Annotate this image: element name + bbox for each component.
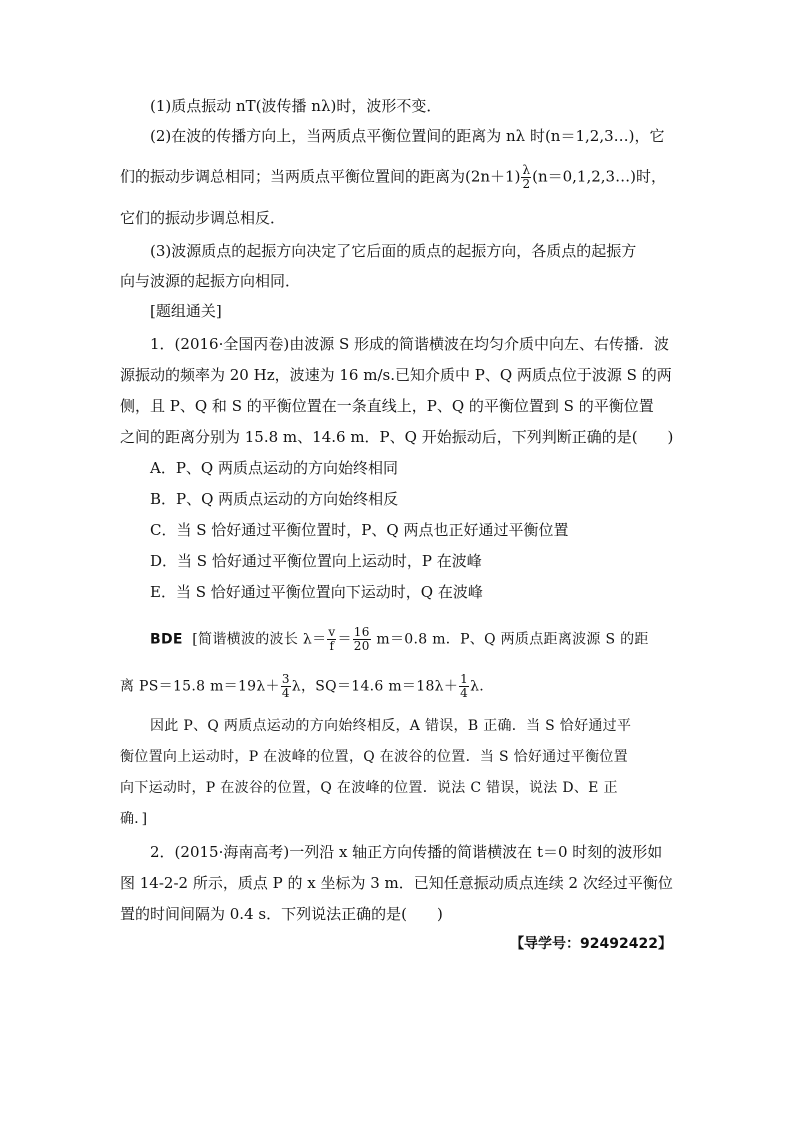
fraction-v-over-f: $\frac{v}{f}$ bbox=[328, 625, 336, 653]
fraction-1-over-4: $\frac{1}{4}$ bbox=[460, 672, 469, 700]
fraction-3-over-4: $\frac{3}{4}$ bbox=[281, 672, 290, 700]
fraction-16-over-20: $\frac{16}{20}$ bbox=[353, 625, 370, 653]
para-2-line-2: 们的振动步调总相同；当两质点平衡位置间的距离为(2n＋1) $\frac{\lambda}{2}$ (n＝0,1,2,3…)时， bbox=[120, 163, 666, 191]
answer1-line-6: 确．] bbox=[120, 811, 148, 827]
q1-line-2: 源振动的频率为 20 Hz，波速为 16 m/s.已知介质中 P、Q 两质点位于波源 S 的两 bbox=[120, 366, 672, 384]
answer1-line-1: BDE [简谐横波的波长 λ＝ $\frac{v}{f}$ ＝ $\frac{16}{20}$ m＝0.8 m．P、Q 两质点距离波源 S 的距 bbox=[150, 625, 649, 653]
fraction-lambda-over-2: $\frac{\lambda}{2}$ bbox=[522, 163, 531, 191]
q1-option-d: D．当 S 恰好通过平衡位置向上运动时，P 在波峰 bbox=[150, 552, 482, 570]
section-heading: [题组通关] bbox=[150, 302, 222, 320]
q1-option-a: A．P、Q 两质点运动的方向始终相同 bbox=[150, 459, 398, 477]
q1-option-b: B．P、Q 两质点运动的方向始终相反 bbox=[150, 490, 399, 508]
answer-label: BDE bbox=[150, 631, 183, 648]
answer1-line-3: 因此 P、Q 两质点运动的方向始终相反，A 错误，B 正确．当 S 恰好通过平 bbox=[150, 718, 632, 734]
q2-line-1: 2．(2015·海南高考)一列沿 x 轴正方向传播的简谐横波在 t＝0 时刻的波形如 bbox=[150, 843, 663, 861]
para-1: (1)质点振动 nT(波传播 nλ)时，波形不变． bbox=[150, 97, 442, 115]
answer1-line-4: 衡位置向上运动时，P 在波峰的位置，Q 在波谷的位置．当 S 恰好通过平衡位置 bbox=[120, 749, 628, 765]
q2-line-2: 图 14-2-2 所示，质点 P 的 x 坐标为 3 m．已知任意振动质点连续 2 次经过平衡位 bbox=[120, 874, 673, 892]
para-2-line-3: 它们的振动步调总相反． bbox=[120, 209, 286, 227]
para-3-line-1: (3)波源质点的起振方向决定了它后面的质点的起振方向，各质点的起振方 bbox=[150, 242, 637, 260]
q2-line-3: 置的时间间隔为 0.4 s．下列说法正确的是( ) bbox=[120, 905, 443, 923]
q1-line-4: 之间的距离分别为 15.8 m、14.6 m．P、Q 开始振动后，下列判断正确的是( ) bbox=[120, 428, 674, 446]
q1-line-3: 侧，且 P、Q 和 S 的平衡位置在一条直线上，P、Q 的平衡位置到 S 的平衡位置 bbox=[120, 397, 654, 415]
q1-line-1: 1．(2016·全国丙卷)由波源 S 形成的简谐横波在均匀介质中向左、右传播．波 bbox=[150, 335, 670, 353]
para-3-line-2: 向与波源的起振方向相同． bbox=[120, 272, 301, 290]
q1-option-c: C．当 S 恰好通过平衡位置时，P、Q 两点也正好通过平衡位置 bbox=[150, 521, 569, 539]
answer1-line-2: 离 PS＝15.8 m＝19λ＋ $\frac{3}{4}$ λ，SQ＝14.6 m＝18λ＋ $\frac{1}{4}$ λ. bbox=[120, 672, 484, 700]
answer1-line-5: 向下运动时，P 在波谷的位置，Q 在波峰的位置．说法 C 错误，说法 D、E 正 bbox=[120, 780, 618, 796]
para-2-line-1: (2)在波的传播方向上，当两质点平衡位置间的距离为 nλ 时(n＝1,2,3…)，它 bbox=[150, 127, 665, 145]
reference-number: 【导学号：92492422】 bbox=[510, 936, 672, 952]
q1-option-e: E．当 S 恰好通过平衡位置向下运动时，Q 在波峰 bbox=[150, 583, 483, 601]
